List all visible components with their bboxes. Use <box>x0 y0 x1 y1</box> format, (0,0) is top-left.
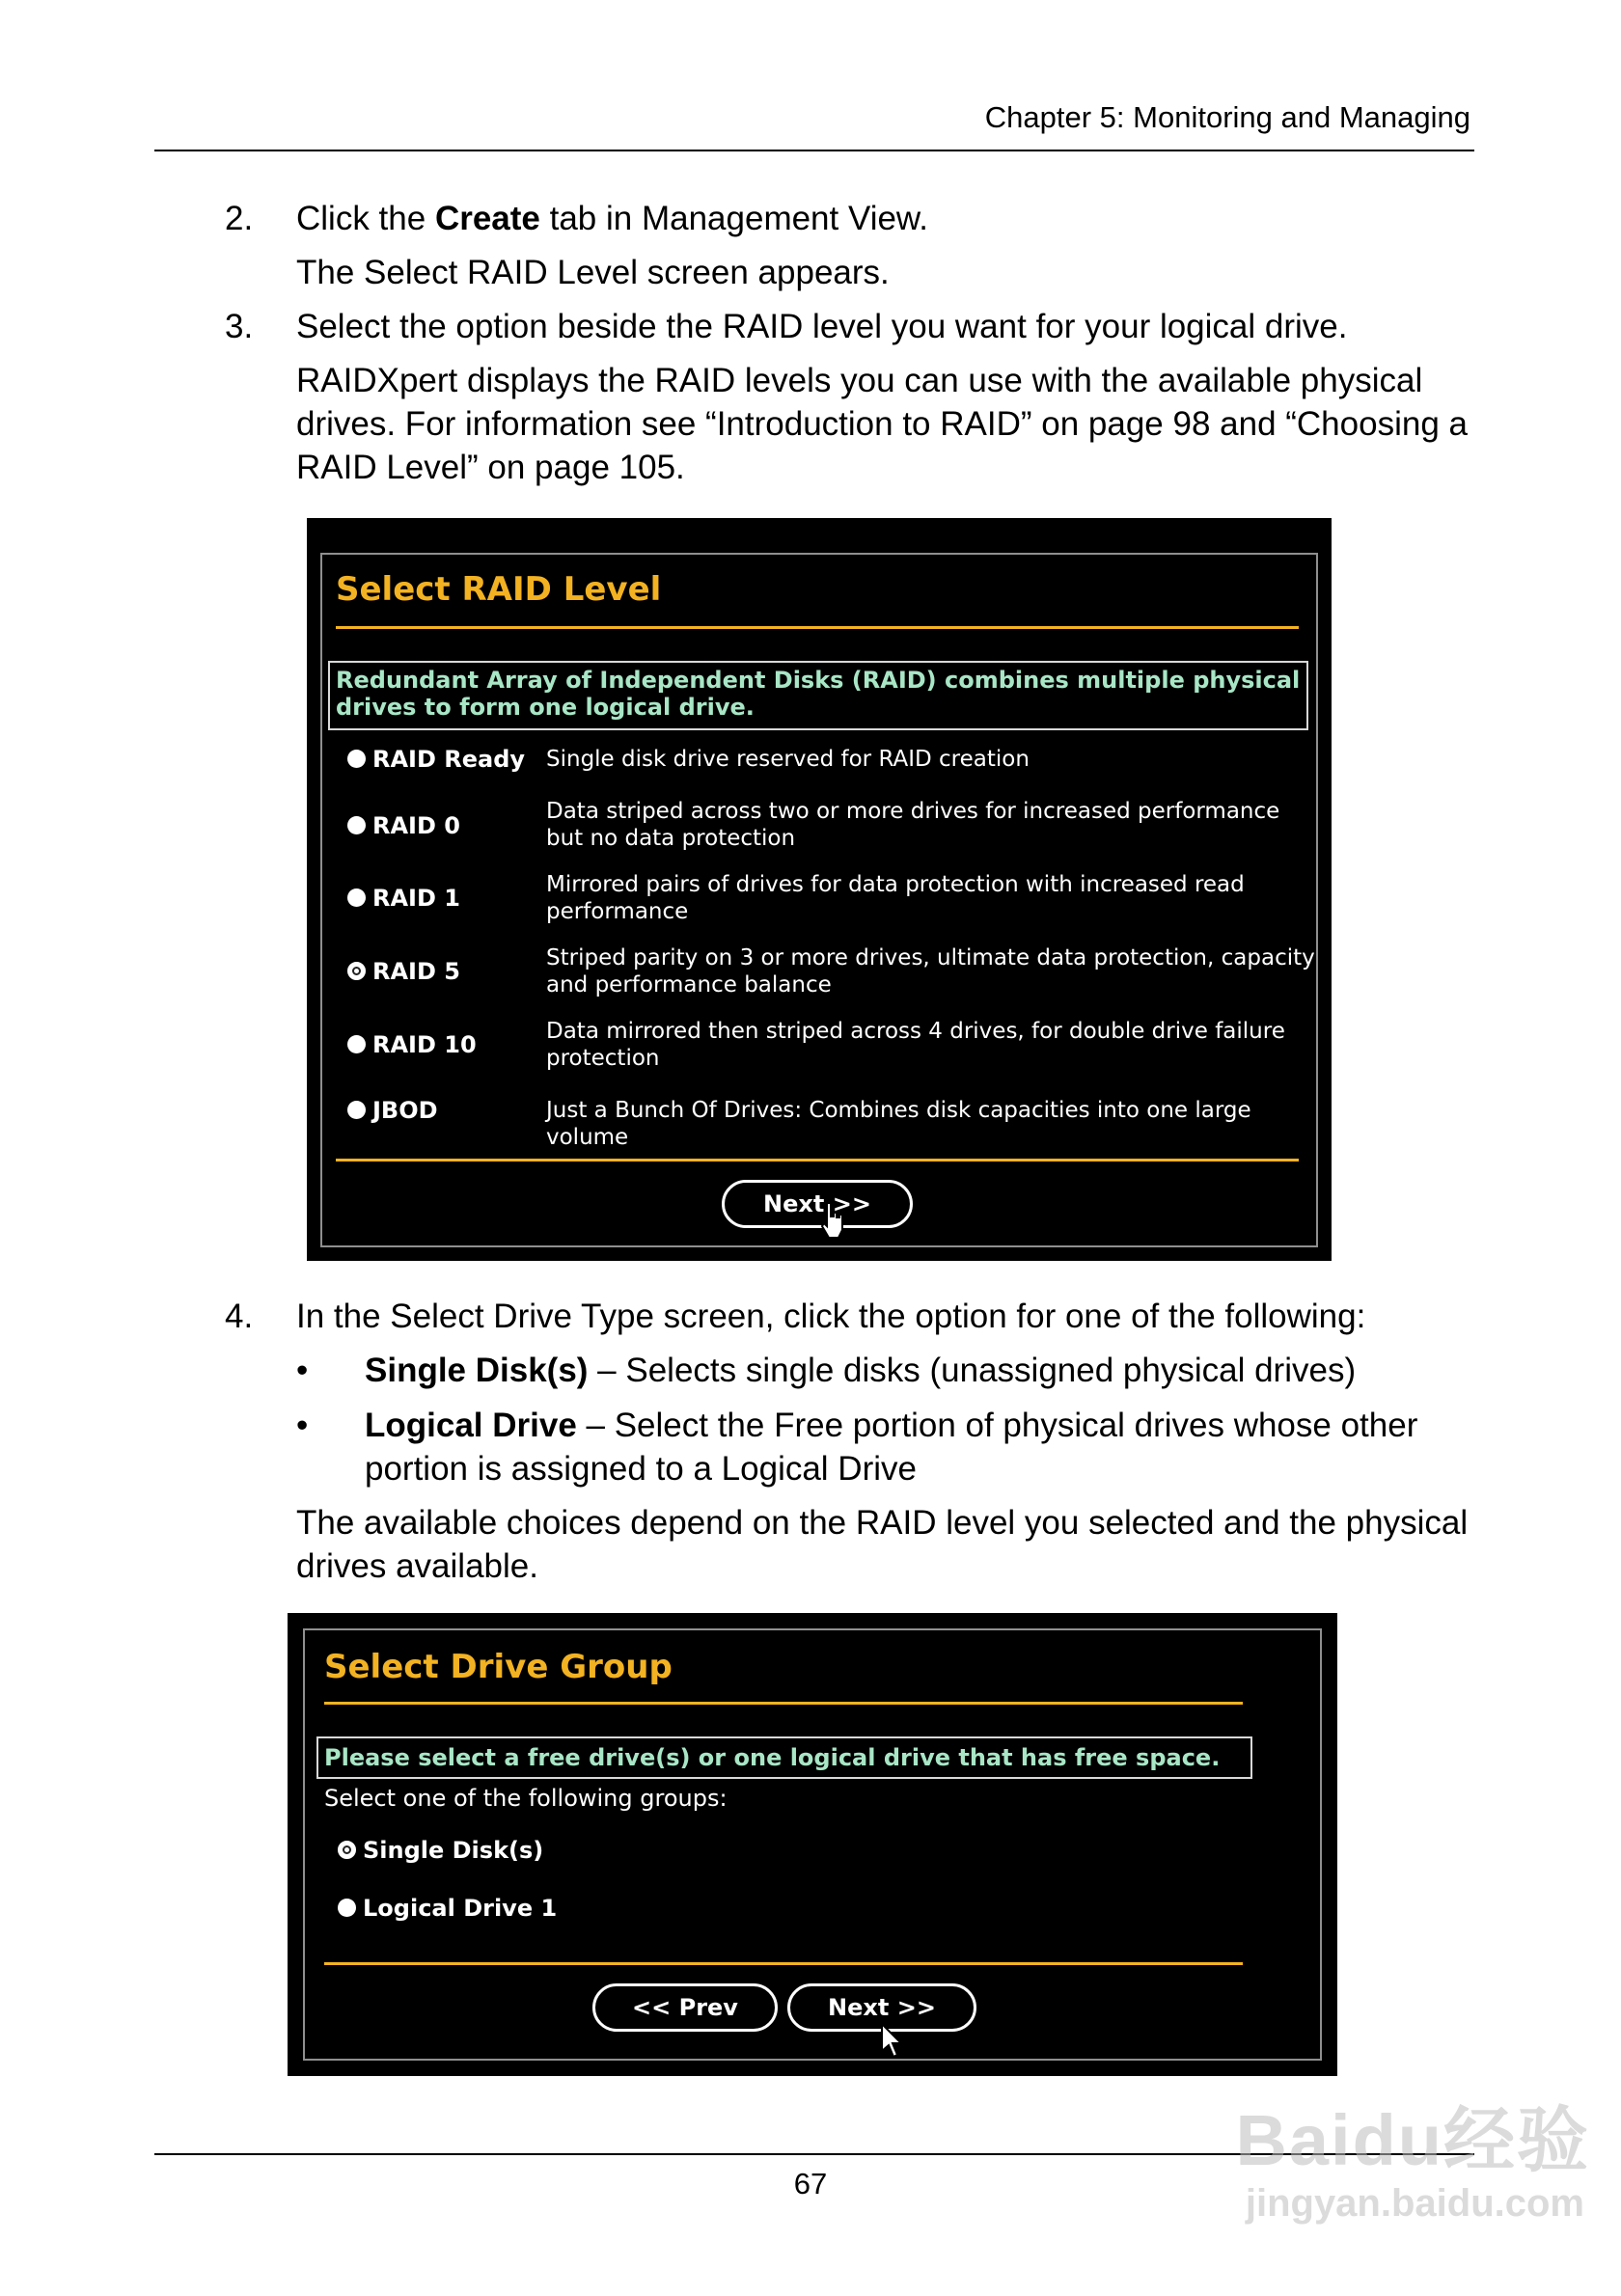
footer-divider <box>336 1159 1299 1162</box>
next-button[interactable]: Next >> <box>722 1180 913 1228</box>
drive-info-box: Please select a free drive(s) or one logical drive that has free space. <box>316 1736 1252 1779</box>
step-2-text: Click the Create tab in Management View. <box>296 200 928 237</box>
hand-cursor-icon <box>818 1201 847 1242</box>
option-label: RAID 10 <box>372 1031 477 1058</box>
footer-divider <box>324 1962 1243 1965</box>
bullet-mark: • <box>296 1352 309 1389</box>
step-2-result: The Select RAID Level screen appears. <box>296 254 890 291</box>
step-4-text: In the Select Drive Type screen, click the option for one of the following: <box>296 1298 1366 1335</box>
title-underline <box>324 1702 1243 1705</box>
group-prompt: Select one of the following groups: <box>324 1785 728 1812</box>
option-label: RAID 5 <box>372 958 460 985</box>
radio-raid-1[interactable] <box>347 888 366 907</box>
radio-raid-0[interactable] <box>347 816 366 834</box>
drive-screen-title: Select Drive Group <box>324 1648 673 1686</box>
radio-single-disks[interactable] <box>338 1841 356 1859</box>
create-tab-term: Create <box>434 200 540 237</box>
next-button[interactable]: Next >> <box>787 1983 976 2032</box>
arrow-cursor-icon <box>880 2022 903 2061</box>
step-3-text: Select the option beside the RAID level you want for your logical drive. <box>296 308 1348 345</box>
step-4-note: The available choices depend on the RAID level you selected and the physical drives available. <box>296 1504 1469 1585</box>
step-4-number: 4. <box>225 1298 254 1335</box>
option-label: RAID Ready <box>372 746 526 773</box>
bullet-mark: • <box>296 1407 309 1444</box>
option-label: RAID 0 <box>372 812 460 839</box>
select-drive-group-screenshot <box>288 1613 1337 2076</box>
radio-raid-10[interactable] <box>347 1035 366 1053</box>
raid-info-box: Redundant Array of Independent Disks (RAID) combines multiple physical drives to form one logical drive. <box>328 661 1308 730</box>
header-rule <box>154 150 1474 151</box>
prev-button[interactable]: << Prev <box>592 1983 778 2032</box>
bullet-single-disks: Single Disk(s) – Selects single disks (unassigned physical drives) <box>365 1352 1357 1389</box>
option-description: Single disk drive reserved for RAID creation <box>546 747 1030 772</box>
radio-raid-5[interactable] <box>347 962 366 980</box>
radio-logical-drive-1[interactable] <box>338 1899 356 1917</box>
watermark-brand: Baidu经验 <box>1235 2100 1590 2180</box>
option-label: RAID 1 <box>372 885 460 912</box>
step-2-number: 2. <box>225 200 254 237</box>
watermark-url: jingyan.baidu.com <box>1245 2182 1584 2225</box>
option-description: Data mirrored then striped across 4 drives, for double drive failure protection <box>546 1019 1285 1071</box>
bullet-logical-drive: Logical Drive – Select the Free portion of physical drives whose other portion is assigned to a Logical Drive <box>365 1407 1418 1488</box>
option-label: JBOD <box>372 1097 438 1124</box>
step-3-number: 3. <box>225 308 254 345</box>
radio-jbod[interactable] <box>347 1101 366 1119</box>
page-number: 67 <box>793 2167 828 2200</box>
raid-screen-title: Select RAID Level <box>336 570 662 609</box>
radio-raid-ready[interactable] <box>347 750 366 768</box>
option-description: Mirrored pairs of drives for data protection with increased read performance <box>546 872 1245 924</box>
chapter-header: Chapter 5: Monitoring and Managing <box>984 100 1470 134</box>
option-label: Logical Drive 1 <box>363 1895 558 1922</box>
option-description: Just a Bunch Of Drives: Combines disk capacities into one large volume <box>546 1098 1251 1150</box>
option-description: Striped parity on 3 or more drives, ultimate data protection, capacity and performance balance <box>546 945 1315 998</box>
step-3-detail: RAIDXpert displays the RAID levels you can use with the available physical drives. For information see “Introduction to RAID” on page 98 and “Choosing a RAID Level” on page 105. <box>296 362 1468 486</box>
select-raid-level-screenshot <box>307 518 1332 1261</box>
option-label: Single Disk(s) <box>363 1837 544 1864</box>
option-description: Data striped across two or more drives for increased performance but no data protection <box>546 799 1280 851</box>
title-underline <box>336 626 1299 629</box>
